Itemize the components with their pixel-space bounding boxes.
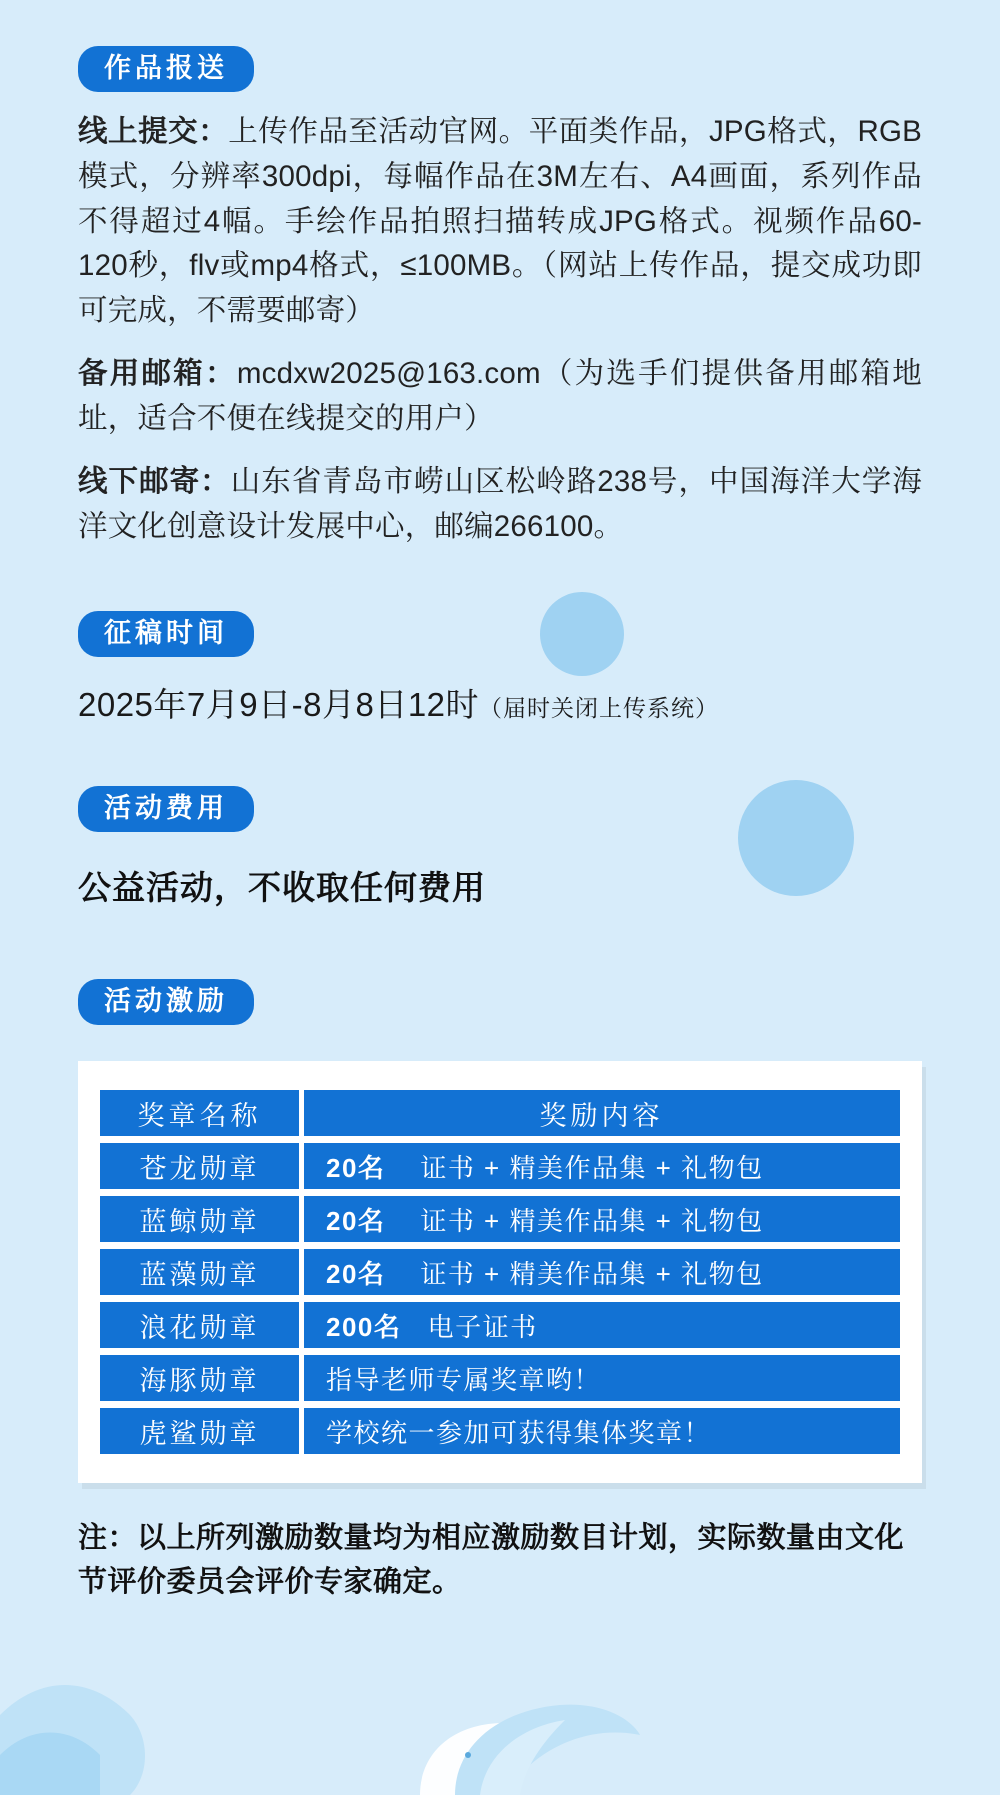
submission-online-text: 上传作品至活动官网。平面类作品，JPG格式，RGB模式，分辨率300dpi，每幅作品在3M左右、A4画面，系列作品不得超过4幅。手绘作品拍照扫描转成JPG格式。视频作品60-120秒，flv或mp4格式，≤100MB。（网站上传作品，提交成功即可完成，不需要邮寄） — [78, 115, 922, 328]
table-row — [100, 1355, 900, 1401]
table-row — [100, 1302, 900, 1348]
table-row — [100, 1249, 900, 1295]
table-row — [100, 1408, 900, 1454]
award-count: 20名 — [326, 1152, 386, 1183]
fee-heading-wrap — [78, 786, 922, 832]
dolphin-wave-decoration — [0, 1605, 1000, 1795]
section-fee — [78, 786, 922, 909]
incentive-heading: 活动激励 — [78, 979, 254, 1025]
awards-table-card — [78, 1061, 922, 1483]
submission-heading-wrap — [78, 46, 922, 92]
submission-mail-label: 线下邮寄： — [78, 464, 231, 498]
table-row — [100, 1143, 900, 1189]
award-name: 虎鲨勋章 — [100, 1408, 304, 1454]
section-period — [78, 611, 922, 726]
award-desc — [304, 1143, 900, 1189]
submission-heading: 作品报送 — [78, 46, 254, 92]
table-header-name: 奖章名称 — [100, 1090, 304, 1136]
award-desc — [304, 1196, 900, 1242]
submission-online-label: 线上提交： — [78, 115, 229, 148]
table-header-desc: 奖励内容 — [304, 1090, 900, 1136]
fee-text: 公益活动，不收取任何费用 — [78, 869, 486, 907]
submission-email — [78, 352, 922, 442]
incentive-note: 注：以上所列激励数量均为相应激励数目计划，实际数量由文化节评价委员会评价专家确定。 — [78, 1522, 905, 1598]
award-desc-text: 证书 + 精美作品集 + 礼物包 — [420, 1205, 764, 1236]
period-heading-wrap — [78, 611, 922, 657]
section-incentive — [78, 979, 922, 1604]
period-line — [78, 679, 922, 726]
award-desc — [304, 1249, 900, 1295]
award-desc-text: 证书 + 精美作品集 + 礼物包 — [420, 1258, 764, 1289]
award-desc-text: 学校统一参加可获得集体奖章！ — [304, 1408, 900, 1454]
award-desc — [304, 1302, 900, 1348]
award-name: 浪花勋章 — [100, 1302, 304, 1348]
table-row — [100, 1196, 900, 1242]
submission-email-text: mcdxw2025@163.com（为选手们提供备用邮箱地址，适合不便在线提交的用户） — [78, 357, 922, 435]
submission-mail-text: 山东省青岛市崂山区松岭路238号，中国海洋大学海洋文化创意设计发展中心，邮编266100。 — [78, 464, 922, 543]
award-name: 蓝鲸勋章 — [100, 1196, 304, 1242]
period-note: （届时关闭上传系统） — [479, 695, 720, 722]
section-submission — [78, 0, 922, 549]
award-desc-text: 电子证书 — [427, 1311, 538, 1342]
period-date: 2025年7月9日-8月8日12时 — [78, 686, 480, 724]
award-name: 苍龙勋章 — [100, 1143, 304, 1189]
fee-heading: 活动费用 — [78, 786, 254, 832]
award-name: 海豚勋章 — [100, 1355, 304, 1401]
award-count: 20名 — [326, 1258, 386, 1289]
awards-table — [100, 1083, 900, 1461]
award-count: 200名 — [326, 1311, 402, 1342]
submission-email-label: 备用邮箱： — [78, 357, 237, 391]
award-name: 蓝藻勋章 — [100, 1249, 304, 1295]
submission-online — [78, 110, 922, 334]
incentive-heading-wrap — [78, 979, 922, 1025]
period-heading: 征稿时间 — [78, 611, 254, 657]
award-desc-text: 指导老师专属奖章哟！ — [304, 1355, 900, 1401]
table-header-row — [100, 1090, 900, 1136]
award-count: 20名 — [326, 1205, 386, 1236]
award-desc-text: 证书 + 精美作品集 + 礼物包 — [420, 1152, 764, 1183]
submission-mail — [78, 460, 922, 550]
